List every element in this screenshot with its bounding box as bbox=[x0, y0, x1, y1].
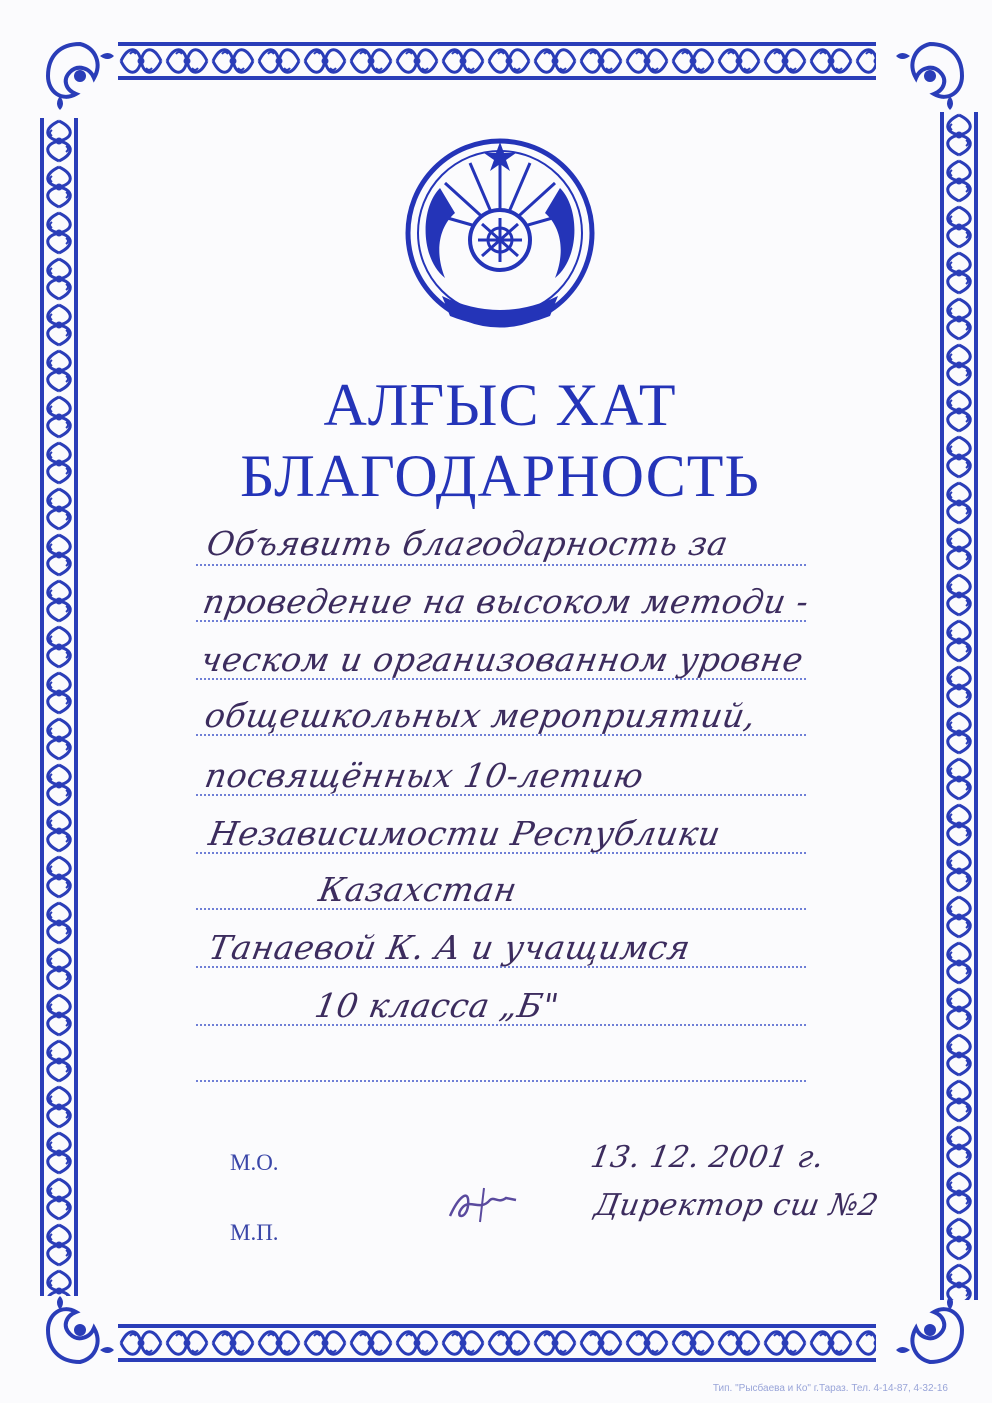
printer-imprint: Тип. "Рысбаева и Ко" г.Тараз. Тел. 4-14-87, 4-32-16 bbox=[712, 1383, 948, 1394]
corner-ornament-top-right bbox=[890, 36, 970, 116]
ornament-border-left bbox=[38, 118, 80, 1296]
body-line: общешкольных мероприятий, bbox=[202, 696, 760, 735]
signatory-title: Директор сш №2 bbox=[592, 1188, 882, 1223]
body-line: ческом и организованном уровне bbox=[198, 640, 807, 679]
title-kazakh: АЛҒЫС ХАТ bbox=[323, 372, 677, 438]
writing-line bbox=[196, 564, 806, 566]
state-emblem-icon bbox=[400, 128, 600, 338]
corner-ornament-bottom-left bbox=[40, 1290, 120, 1370]
ornament-border-top bbox=[118, 40, 876, 82]
emblem-caption: ҚАЗАҚСТАН bbox=[462, 289, 528, 301]
writing-line bbox=[196, 1080, 806, 1082]
body-line: проведение на высоком методи - bbox=[200, 582, 812, 621]
stamp-label-ru: М.П. bbox=[230, 1220, 279, 1245]
body-line: Казахстан bbox=[316, 870, 521, 909]
ornament-border-right bbox=[938, 112, 980, 1300]
body-line: Объявить благодарность за bbox=[204, 524, 732, 563]
corner-ornament-top-left bbox=[40, 36, 120, 116]
body-line: Танаевой К. А и учащимся bbox=[206, 928, 694, 967]
body-line: посвящённых 10-летию bbox=[202, 756, 647, 795]
body-line: Независимости Республики bbox=[206, 814, 724, 853]
corner-ornament-bottom-right bbox=[890, 1290, 970, 1370]
issue-date: 13. 12. 2001 г. bbox=[588, 1140, 827, 1175]
ornament-border-bottom bbox=[118, 1322, 876, 1364]
body-line: 10 класса „Б" bbox=[312, 986, 562, 1025]
director-signature bbox=[440, 1178, 520, 1228]
stamp-label-kk: М.О. bbox=[230, 1150, 279, 1175]
title-russian: БЛАГОДАРНОСТЬ bbox=[240, 443, 760, 509]
